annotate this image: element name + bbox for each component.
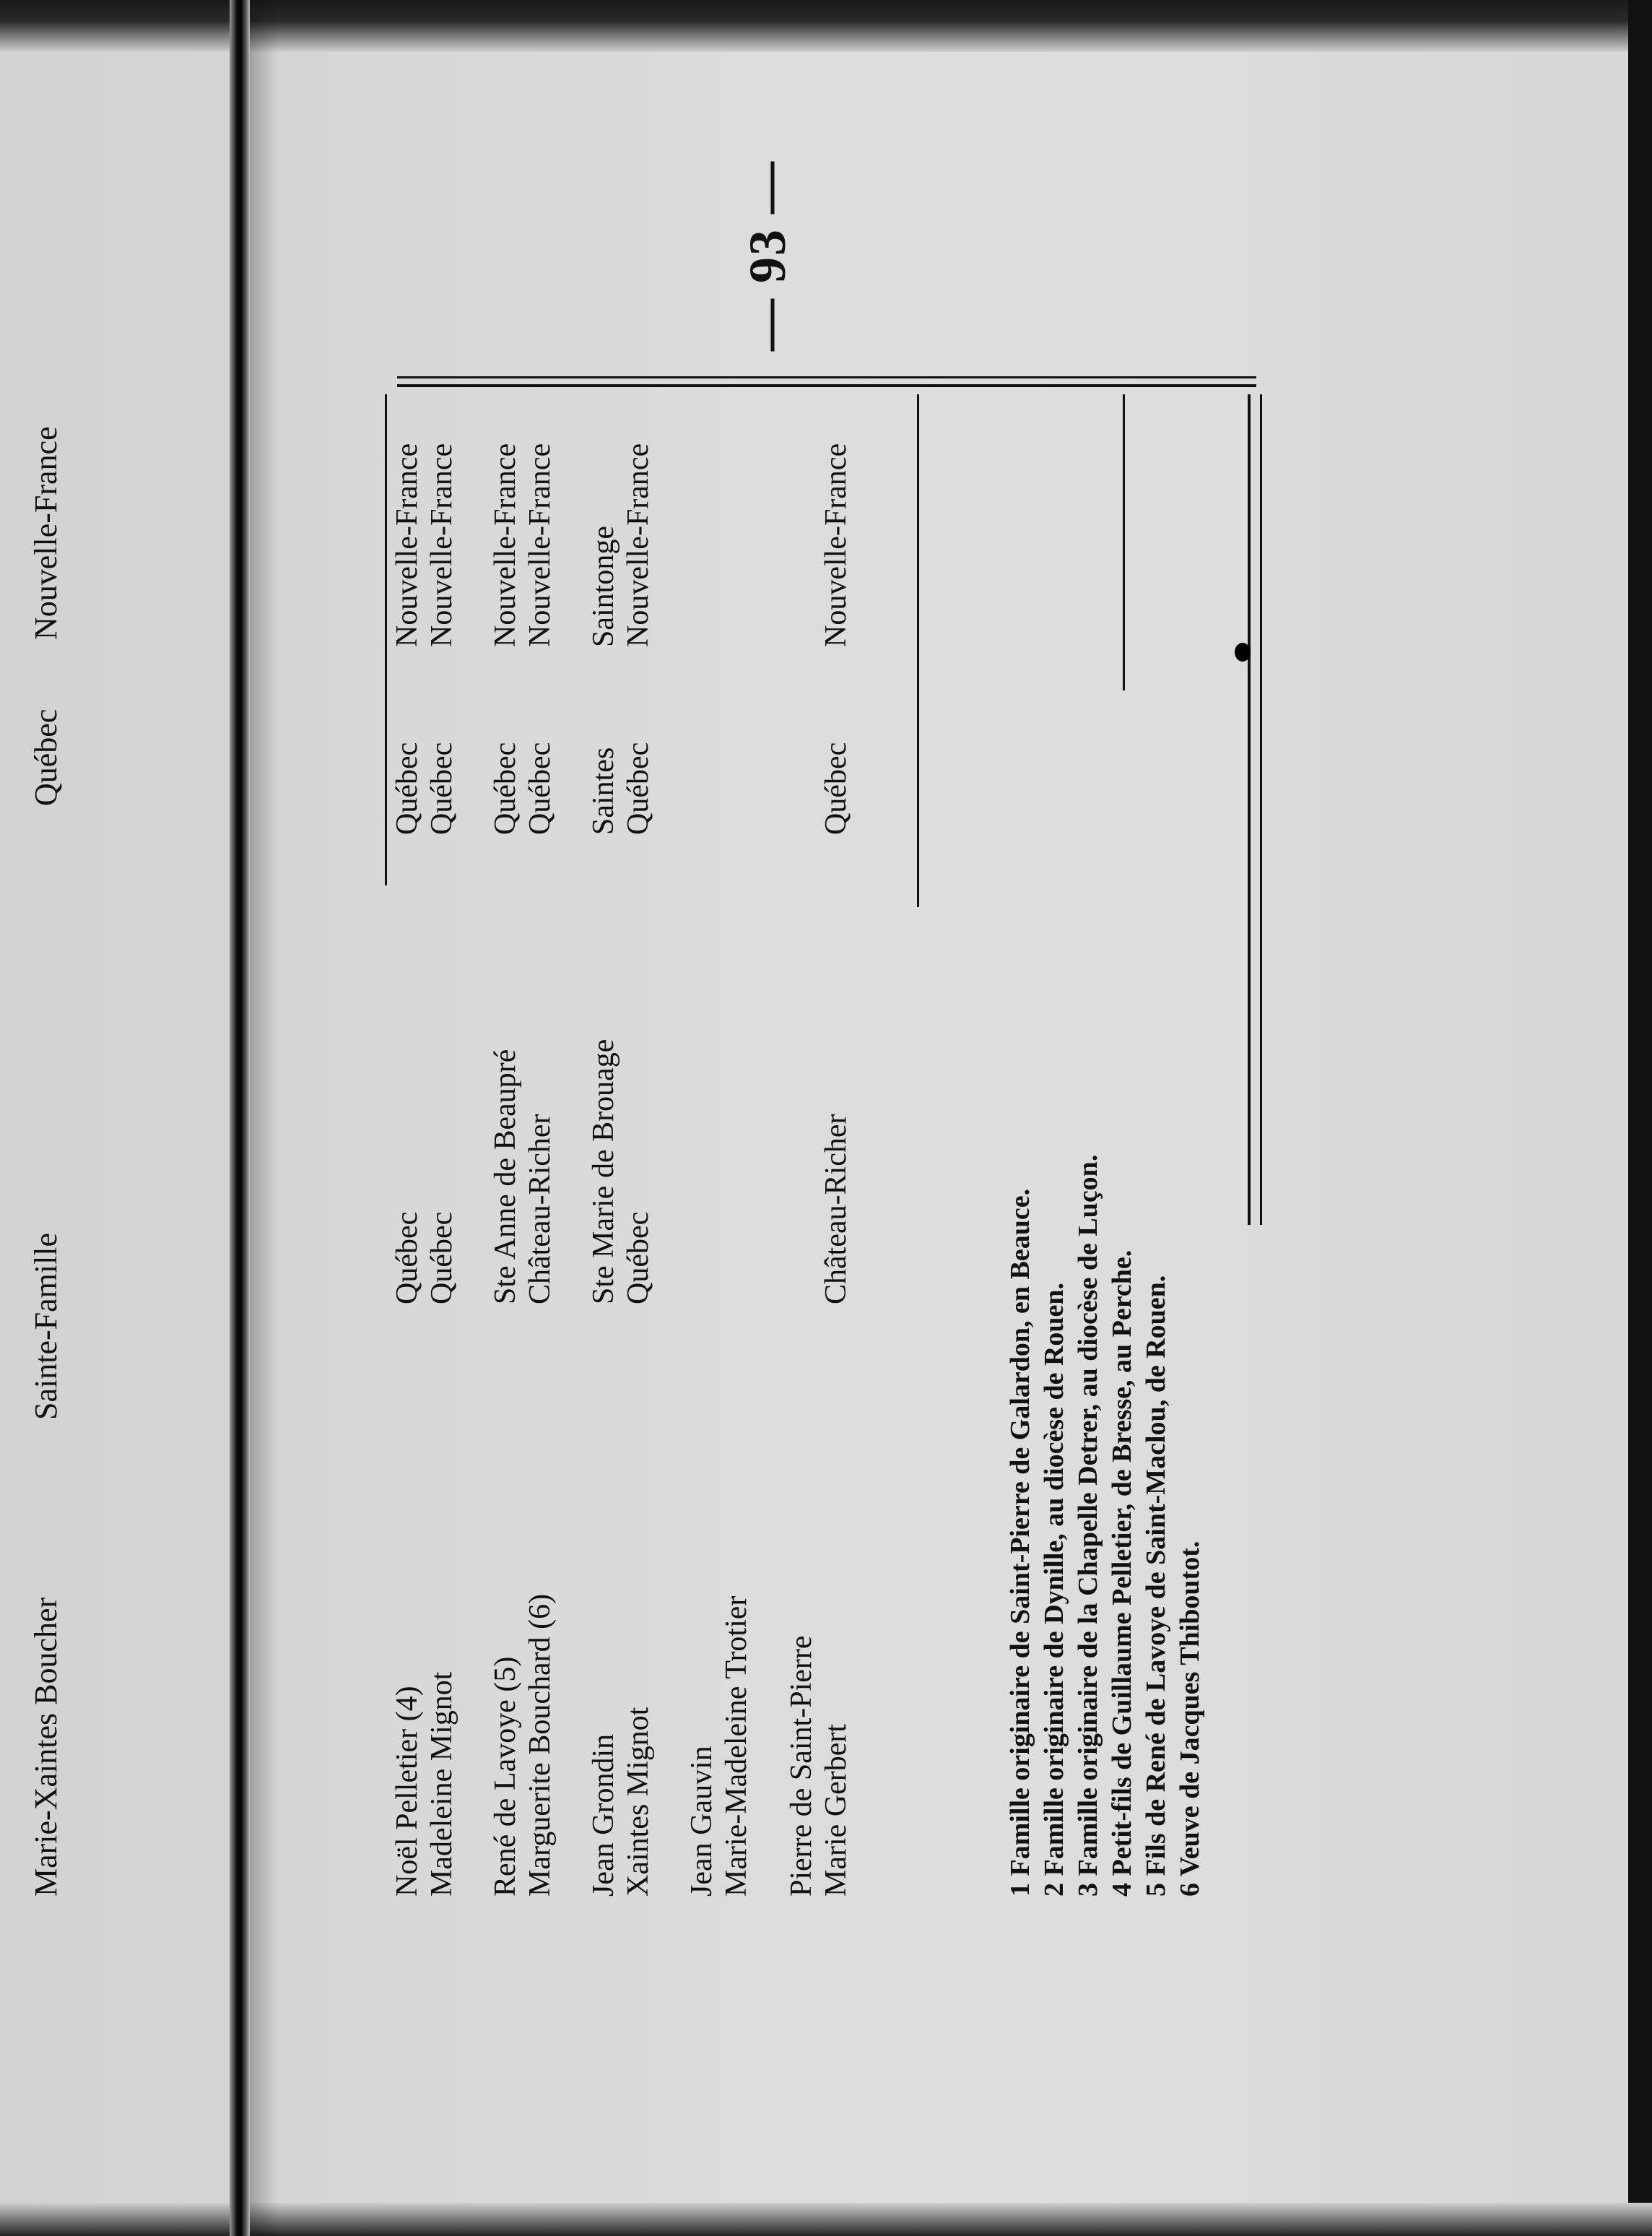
entry-3-origin-1: Saintonge bbox=[587, 526, 620, 647]
ink-blot bbox=[1235, 643, 1251, 662]
prev-page-place: Sainte-Famille bbox=[28, 1232, 64, 1420]
entry-5-place-1: Château-Richer bbox=[820, 1114, 853, 1304]
page-fold-shadow bbox=[250, 0, 279, 2236]
entry-3-name-2: Xaintes Mignot bbox=[622, 1707, 655, 1897]
entry-2-origin-2: Nouvelle-France bbox=[523, 443, 557, 647]
entry-1-name-2: Madeleine Mignot bbox=[425, 1671, 458, 1897]
column-separator-2 bbox=[917, 394, 919, 907]
entry-4-name-1: Jean Gauvin bbox=[685, 1746, 718, 1897]
entry-2-name-1: René de Lavoye (5) bbox=[489, 1656, 522, 1897]
entry-2-name-2: Marguerite Bouchard (6) bbox=[523, 1593, 557, 1897]
entry-3-parish-2: Québec bbox=[622, 742, 655, 835]
prev-page-parish: Québec bbox=[28, 708, 64, 806]
entry-3-origin-2: Nouvelle-France bbox=[622, 443, 655, 647]
entry-4-name-2: Marie-Madeleine Trotier bbox=[720, 1595, 753, 1897]
footnote-1: 1 Famille originaire de Saint-Pierre de Galardon, en Beauce. bbox=[1005, 1188, 1035, 1897]
footnote-5: 5 Fils de René de Lavoye de Saint-Maclou, de Rouen. bbox=[1141, 1275, 1171, 1897]
entry-2-place-1: Ste Anne de Beaupré bbox=[489, 1049, 522, 1304]
entry-1-origin-1: Nouvelle-France bbox=[391, 443, 424, 647]
entry-1-place-2: Québec bbox=[425, 1211, 458, 1304]
entry-1-parish-1: Québec bbox=[391, 742, 424, 835]
column-separator-3 bbox=[1123, 394, 1125, 690]
footnote-4: 4 Petit-fils de Guillaume Pelletier, de Bresse, au Perche. bbox=[1107, 1249, 1137, 1897]
footnote-3: 3 Famille originaire de la Chapelle Detrer, au diocèse de Luçon. bbox=[1073, 1154, 1103, 1897]
entry-3-place-1: Ste Marie de Brouage bbox=[587, 1039, 620, 1304]
entry-5-parish-1: Québec bbox=[820, 742, 853, 835]
entry-1-origin-2: Nouvelle-France bbox=[425, 443, 458, 647]
footnote-6: 6 Veuve de Jacques Thiboutot. bbox=[1175, 1540, 1205, 1897]
entry-3-place-2: Québec bbox=[622, 1211, 655, 1304]
entry-2-place-2: Château-Richer bbox=[523, 1114, 557, 1304]
table-bottom-rule bbox=[1248, 394, 1251, 1225]
prev-page-origin: Nouvelle-France bbox=[28, 426, 64, 640]
table-top-rule-2 bbox=[397, 376, 1256, 378]
column-separator-1 bbox=[385, 394, 387, 885]
entry-1-parish-2: Québec bbox=[425, 742, 458, 835]
entry-2-parish-2: Québec bbox=[523, 742, 557, 835]
entry-1-name-1: Noël Pelletier (4) bbox=[391, 1686, 424, 1897]
page-fold bbox=[230, 0, 250, 2236]
entry-5-name-1: Pierre de Saint-Pierre bbox=[785, 1635, 818, 1897]
entry-2-parish-1: Québec bbox=[489, 742, 522, 835]
entry-2-origin-1: Nouvelle-France bbox=[489, 443, 522, 647]
entry-3-parish-1: Saintes bbox=[587, 747, 620, 835]
table-bottom-rule-2 bbox=[1260, 394, 1262, 1225]
entry-5-name-2: Marie Gerbert bbox=[820, 1723, 853, 1897]
page-number: — 93 — bbox=[739, 160, 796, 351]
prev-page-name: Marie-Xaintes Boucher bbox=[28, 1597, 64, 1897]
entry-5-origin-1: Nouvelle-France bbox=[820, 443, 853, 647]
table-top-rule bbox=[397, 384, 1256, 387]
entry-3-name-1: Jean Grondin bbox=[587, 1733, 620, 1897]
footnote-2: 2 Famille originaire de Dynille, au diocèse de Rouen. bbox=[1039, 1282, 1069, 1897]
entry-1-place-1: Québec bbox=[391, 1211, 424, 1304]
